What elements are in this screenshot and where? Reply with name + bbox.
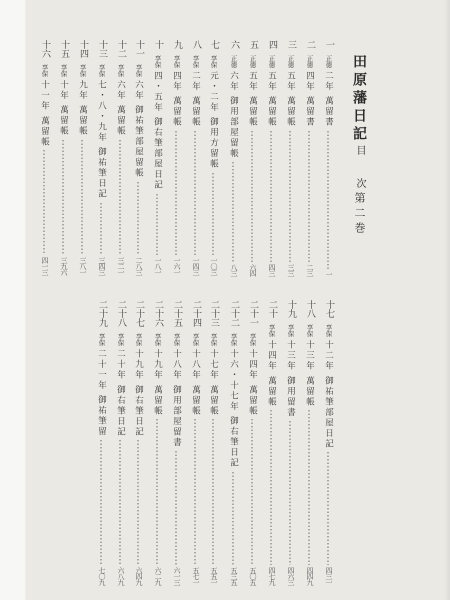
entry-year: 四・五年 <box>152 71 163 113</box>
dot-leader <box>137 439 139 565</box>
dot-leader <box>194 418 196 565</box>
entry-number: 十九 <box>286 300 296 318</box>
entry-number: 十三 <box>97 40 107 58</box>
entry-page: 四四九 <box>306 567 314 585</box>
entry-title: 御右筆部屋日記 <box>152 117 163 191</box>
entry-year: 十六・十七年 <box>228 349 239 412</box>
entry-page: 三八一 <box>79 257 87 275</box>
entry-number: 二十八 <box>116 300 126 327</box>
entry-year: 六年 <box>133 80 144 101</box>
entry-number: 二十六 <box>153 300 163 327</box>
entry-number: 十五 <box>59 40 69 58</box>
entry-title: 萬留帳 <box>247 96 258 128</box>
entry-era: 享保 <box>209 55 218 68</box>
entry-title: 御祐筆留 <box>96 395 107 437</box>
entry-era: 享保 <box>172 55 181 68</box>
entry-era: 享保 <box>134 333 143 346</box>
dot-leader <box>100 202 102 256</box>
entry-number: 十二 <box>116 40 126 58</box>
entry-year: 四年 <box>304 71 315 92</box>
entry-year: 十七年 <box>208 349 219 381</box>
dot-leader <box>289 130 291 263</box>
dot-leader <box>81 139 83 256</box>
page-edge-shadow <box>444 0 450 600</box>
entry-era: 享保 <box>97 64 106 77</box>
entry-year: 十八年 <box>190 349 201 381</box>
entry-number: 一 <box>324 40 334 49</box>
entry-title: 御用方留帳 <box>208 117 219 170</box>
dot-leader <box>100 439 102 565</box>
entry-number: 七 <box>209 40 219 49</box>
volume-label: 第二巻 <box>353 192 366 237</box>
entry-page: 三三 <box>287 264 295 276</box>
entry-year: 六年 <box>228 71 239 92</box>
entry-year: 十年 <box>58 80 69 101</box>
dot-leader <box>308 409 310 565</box>
entry-year: 元・二年 <box>208 71 219 113</box>
entry-title: 御右筆日記 <box>228 416 239 469</box>
dot-leader <box>212 418 214 565</box>
entry-era: 正徳 <box>286 55 295 68</box>
dot-leader <box>212 172 214 256</box>
dot-leader <box>156 193 158 256</box>
entry-year: 五年 <box>266 71 277 92</box>
entry-title: 萬留帳 <box>152 384 163 416</box>
entry-page: 三九六 <box>60 257 68 275</box>
entry-era: 享保 <box>286 324 295 337</box>
dot-leader <box>43 149 45 255</box>
dot-leader <box>308 130 310 263</box>
dot-leader <box>289 420 291 566</box>
entry-page: 二八三 <box>135 257 143 275</box>
entry-number: 二十四 <box>191 300 201 327</box>
entry-number: 五 <box>248 40 258 49</box>
entry-era: 正徳 <box>305 55 314 68</box>
entry-title: 御右筆日記 <box>115 384 126 437</box>
entry-year: 七・八・九年 <box>96 80 107 143</box>
dot-leader <box>62 139 64 256</box>
dot-leader <box>327 451 329 565</box>
book-title: 田原藩日記 <box>351 54 367 144</box>
entry-era: 享保 <box>134 64 143 77</box>
dot-leader <box>327 130 329 270</box>
entry-page: 一八一 <box>154 257 162 275</box>
entry-title: 萬留帳 <box>190 384 201 416</box>
entry-title: 萬留書 <box>323 96 334 128</box>
entry-page: 一 <box>325 271 333 277</box>
entry-title: 御用留書 <box>285 375 296 418</box>
entry-title: 萬留帳 <box>77 105 88 137</box>
entry-era: 享保 <box>191 55 200 68</box>
dot-leader <box>270 409 272 565</box>
entry-page: 一六一 <box>173 257 181 275</box>
entry-page: 一〇三 <box>210 257 218 275</box>
entry-number: 十四 <box>78 40 88 58</box>
entry-era: 正徳 <box>267 55 276 68</box>
entry-number: 三 <box>286 40 296 49</box>
entry-era: 享保 <box>97 333 106 346</box>
entry-title: 萬留帳 <box>190 96 201 128</box>
entry-era: 享保 <box>172 333 181 346</box>
entry-title: 御用部屋留帳 <box>228 96 239 159</box>
entry-era: 享保 <box>305 324 314 337</box>
entry-number: 二 <box>305 40 315 49</box>
entry-title: 萬留帳 <box>115 105 126 137</box>
entry-number: 十 <box>153 40 163 49</box>
entry-title: 萬留帳 <box>266 375 277 407</box>
entry-title: 御右筆日記 <box>133 384 144 437</box>
entry-page: 二三 <box>306 264 314 276</box>
entry-year: 十二年 <box>323 340 334 372</box>
entry-title: 萬留帳 <box>266 96 277 128</box>
entry-era: 享保 <box>267 324 276 337</box>
dot-leader <box>270 130 272 263</box>
entry-number: 十八 <box>305 300 315 318</box>
entry-era: 享保 <box>229 333 238 346</box>
entry-year: 十九年 <box>152 349 163 381</box>
dot-leader <box>194 130 196 256</box>
entry-era: 正徳 <box>324 55 333 68</box>
entry-era: 享保 <box>324 324 333 337</box>
entry-page: 六四 <box>249 264 257 276</box>
entry-page: 一四三 <box>192 257 200 275</box>
dot-leader <box>156 418 158 565</box>
entry-year: 十九年 <box>133 349 144 381</box>
entry-era: 正徳 <box>229 55 238 68</box>
entry-year: 二年 <box>323 71 334 92</box>
entry-page: 四七九 <box>268 567 276 585</box>
background-margin <box>0 0 26 600</box>
entry-number: 二十 <box>267 300 277 318</box>
entry-era: 享保 <box>153 333 162 346</box>
entry-year: 十八年 <box>171 349 182 381</box>
entry-page: 五五一 <box>210 567 218 585</box>
entry-title: 御用部屋留書 <box>171 384 182 448</box>
entry-page: 五七一 <box>192 567 200 585</box>
entry-number: 二十五 <box>172 300 182 327</box>
dot-leader <box>175 450 177 566</box>
entry-era: 正徳 <box>248 55 257 68</box>
contents-label: 目 次 <box>354 145 365 194</box>
entry-title: 萬留帳 <box>208 384 219 416</box>
entry-era: 享保 <box>191 333 200 346</box>
entry-year: 六年 <box>115 80 126 101</box>
entry-title: 萬留帳 <box>285 96 296 128</box>
dot-leader <box>251 418 253 565</box>
entry-title: 御祐筆部屋日記 <box>323 375 334 449</box>
entry-era: 享保 <box>78 64 87 77</box>
entry-year: 十三年 <box>285 340 296 372</box>
entry-page: 四三 <box>268 264 276 276</box>
entry-number: 四 <box>267 40 277 49</box>
entry-year: 五年 <box>285 71 296 92</box>
entry-page: 六二九 <box>154 567 162 585</box>
entry-page: 五〇五 <box>249 567 257 585</box>
entry-page: 六一三 <box>173 567 181 585</box>
entry-title: 御祐筆日記 <box>96 147 107 200</box>
entry-era: 享保 <box>209 333 218 346</box>
entry-title: 萬留書 <box>304 96 315 128</box>
entry-page: 三二一 <box>117 257 125 275</box>
entry-title: 萬留帳 <box>171 96 182 128</box>
entry-year: 九年 <box>77 80 88 101</box>
entry-page: 四六三 <box>287 567 295 585</box>
entry-title: 御祐筆部屋留帳 <box>133 105 144 179</box>
entry-number: 八 <box>191 40 201 49</box>
dot-leader <box>251 130 253 263</box>
entry-title: 萬留帳 <box>58 105 69 137</box>
dot-leader <box>119 439 121 565</box>
entry-number: 十六 <box>40 40 50 58</box>
entry-title: 萬留帳 <box>39 115 50 147</box>
entry-era: 享保 <box>59 64 68 77</box>
entry-page: 八三 <box>230 264 238 276</box>
entry-year: 十一年 <box>39 80 50 112</box>
entry-page: 六八九 <box>117 567 125 585</box>
entry-year: 二年 <box>190 71 201 92</box>
entry-page: 五三五 <box>230 567 238 585</box>
dot-leader <box>175 130 177 256</box>
dot-leader <box>137 181 139 256</box>
dot-leader <box>232 471 234 566</box>
entry-title: 萬留帳 <box>247 384 258 416</box>
entry-number: 十七 <box>324 300 334 318</box>
entry-title: 萬留帳 <box>304 375 315 407</box>
entry-page: 六四九 <box>135 567 143 585</box>
entry-era: 享保 <box>153 55 162 68</box>
entry-year: 二十一年 <box>96 349 107 391</box>
entry-number: 二十二 <box>229 300 239 327</box>
entry-year: 二十年 <box>115 349 126 381</box>
entry-page: 四三一 <box>325 567 333 585</box>
entry-era: 享保 <box>116 64 125 77</box>
entry-era: 享保 <box>40 64 49 77</box>
entry-page: 三四三 <box>98 257 106 275</box>
entry-number: 九 <box>172 40 182 49</box>
entry-year: 十四年 <box>247 349 258 381</box>
entry-number: 二十三 <box>209 300 219 327</box>
dot-leader <box>119 139 121 256</box>
dot-leader <box>232 161 234 262</box>
entry-number: 二十七 <box>134 300 144 327</box>
entry-page: 七〇九 <box>98 567 106 585</box>
entry-page: 四一三 <box>41 257 49 275</box>
entry-year: 五年 <box>247 71 258 92</box>
entry-number: 二十九 <box>97 300 107 327</box>
book-page <box>26 0 450 600</box>
entry-number: 十一 <box>134 40 144 58</box>
entry-era: 享保 <box>116 333 125 346</box>
entry-year: 十三年 <box>304 340 315 372</box>
entry-era: 享保 <box>248 333 257 346</box>
entry-number: 六 <box>229 40 239 49</box>
entry-year: 十四年 <box>266 340 277 372</box>
entry-number: 二十一 <box>248 300 258 327</box>
entry-year: 四年 <box>171 71 182 92</box>
